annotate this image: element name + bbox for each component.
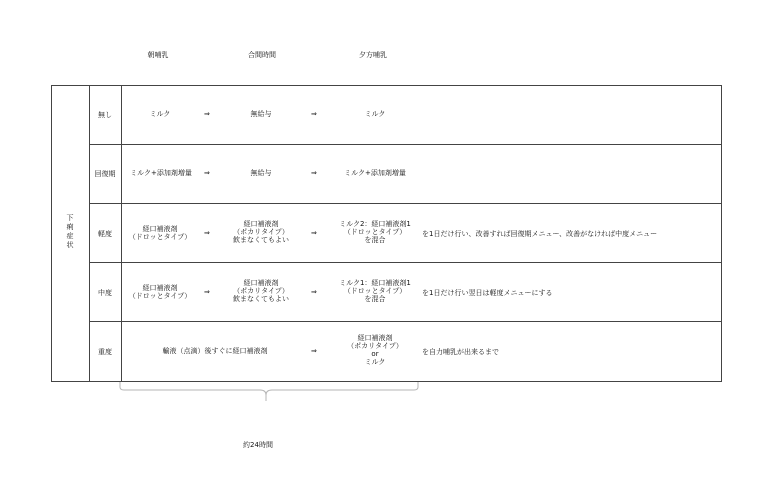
mild-between xyxy=(221,220,301,244)
moderate-evening xyxy=(328,279,422,303)
cell-line: 経口補液剤 xyxy=(243,279,279,287)
cell-line: 経口補液剤 xyxy=(142,284,178,292)
arrow-icon: ⇒ xyxy=(204,229,210,237)
cell-line: （ポカリタイプ） xyxy=(347,342,403,350)
mild-evening xyxy=(328,220,422,244)
cell-line: 経口補液剤 xyxy=(243,220,279,228)
cell-line: （ドロッとタイプ） xyxy=(128,292,192,300)
cell-line: ミルク1：経口補液剤1 xyxy=(339,279,411,287)
row-divider xyxy=(89,144,722,145)
side-label-char: 症 xyxy=(66,232,74,240)
cell-line: ミルク2：経口補液剤1 xyxy=(339,220,411,228)
cell-line: （ポカリタイプ） xyxy=(233,228,289,236)
row-label-none: 無し xyxy=(98,111,112,119)
arrow-icon: ⇒ xyxy=(311,110,317,118)
cell-line: （ドロッとタイプ） xyxy=(128,233,192,241)
severe-evening xyxy=(330,334,420,366)
cell-line: （ドロッとタイプ） xyxy=(343,287,407,295)
recovery-between: 無給与 xyxy=(250,169,272,177)
cell-line: or xyxy=(371,350,379,358)
cell-line: を混合 xyxy=(364,295,386,303)
row-divider xyxy=(89,321,722,322)
recovery-evening: ミルク+添加剤増量 xyxy=(344,169,406,177)
cell-line: 飲まなくてもよい xyxy=(233,295,289,303)
cell-line: 飲まなくてもよい xyxy=(233,236,289,244)
header-between: 合間時間 xyxy=(248,51,276,59)
arrow-icon: ⇒ xyxy=(311,288,317,296)
arrow-icon: ⇒ xyxy=(311,169,317,177)
brace-icon xyxy=(118,381,424,403)
row-label-moderate: 中度 xyxy=(98,289,112,297)
cell-line: 経口補液剤 xyxy=(142,225,178,233)
moderate-note: を1日だけ行い翌日は軽度メニューにする xyxy=(422,289,553,297)
header-evening: 夕方哺乳 xyxy=(359,51,387,59)
cell-line: 経口補液剤 xyxy=(357,334,393,342)
cell-line: （ドロッとタイプ） xyxy=(343,228,407,236)
side-label-char: 下 xyxy=(66,214,74,222)
border-top xyxy=(51,85,722,86)
cell-line: を混合 xyxy=(364,236,386,244)
arrow-icon: ⇒ xyxy=(204,169,210,177)
cell-line: ミルク xyxy=(364,358,386,366)
severe-morning: 輸液（点滴）後すぐに経口補液剤 xyxy=(162,347,268,355)
row-divider xyxy=(89,203,722,204)
cell-line: （ポカリタイプ） xyxy=(233,287,289,295)
arrow-icon: ⇒ xyxy=(311,347,317,355)
arrow-icon: ⇒ xyxy=(311,229,317,237)
none-morning: ミルク xyxy=(149,110,171,118)
arrow-icon: ⇒ xyxy=(204,110,210,118)
header-morning: 朝哺乳 xyxy=(147,51,169,59)
row-divider xyxy=(89,262,722,263)
side-label xyxy=(51,214,89,250)
row-label-recovery: 回復期 xyxy=(94,170,116,178)
recovery-morning: ミルク+添加剤増量 xyxy=(130,169,192,177)
none-evening: ミルク xyxy=(364,110,386,118)
arrow-icon: ⇒ xyxy=(204,288,210,296)
severe-note: を自力哺乳が出来るまで xyxy=(422,348,499,356)
moderate-between xyxy=(221,279,301,303)
duration-label: 約24時間 xyxy=(243,441,273,449)
moderate-morning xyxy=(120,284,200,300)
mild-morning xyxy=(120,225,200,241)
side-label-char: 状 xyxy=(66,241,74,249)
border-right xyxy=(721,85,722,382)
side-label-char: 痢 xyxy=(66,223,74,231)
row-label-severe: 重度 xyxy=(98,348,112,356)
mild-note: を1日だけ行い、改善すれば回復期メニュー、改善がなければ中度メニュー xyxy=(422,230,658,238)
none-between: 無給与 xyxy=(250,110,272,118)
row-label-mild: 軽度 xyxy=(98,230,112,238)
